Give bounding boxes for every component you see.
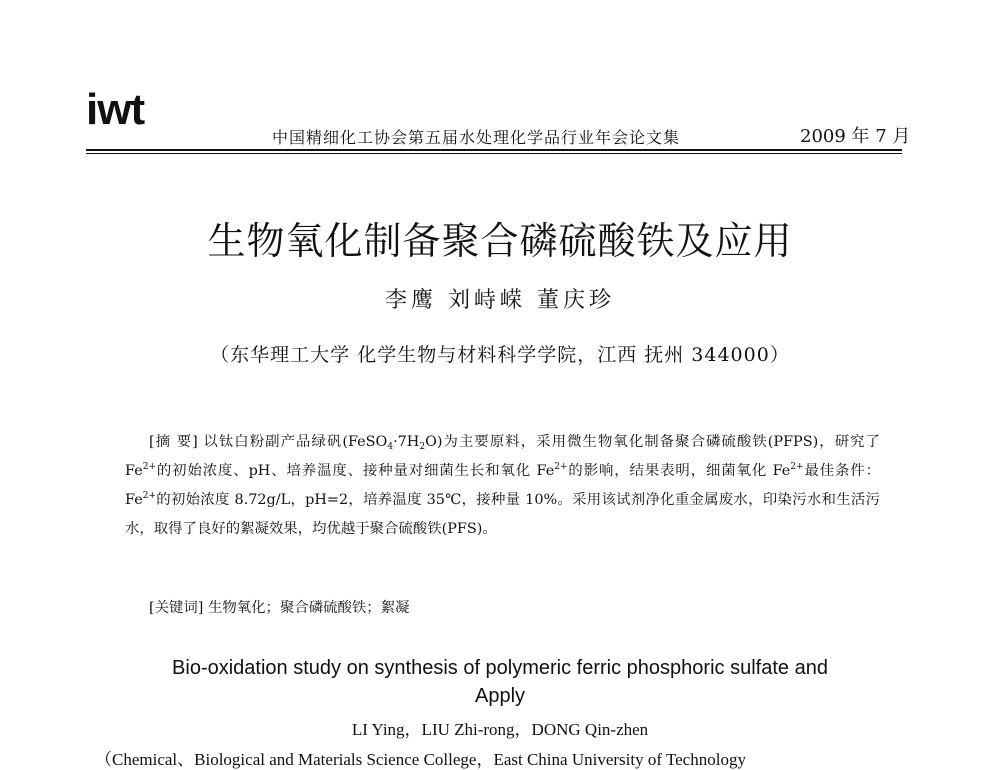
header-rule-thin: [86, 153, 902, 154]
english-affiliation: （Chemical、Biological and Materials Science College，East China University of Technology: [95, 750, 746, 769]
keywords: [149, 596, 409, 617]
header-rule-thick: [86, 149, 902, 151]
keywords-label: [关键词]: [149, 600, 204, 616]
keywords-text: 生物氧化；聚合磷硫酸铁；絮凝: [207, 600, 410, 616]
proceedings-title: 中国精细化工协会第五届水处理化学品行业年会论文集: [272, 128, 681, 147]
abstract: [摘 要] 以钛白粉副产品绿矾$(FeSO_4\cdot 7H_2O)$为主要原料，采用微生物氧化制备聚合磷硫酸铁(PFPS)，研究了 $Fe^{2+}$的初始浓度、pH、培养温度、接种量对细菌生长和氧化 $Fe^{2+}$的影响，结果表明，细菌氧化 $Fe^{2+}$最佳条件： $Fe^{2+}$的初始浓度 8.72g/L，pH=2，培养温度 35℃，接种量 10%。采用该试剂净化重金属废水，印染污水和生活污水，取得了良好的絮凝效果，均优越于聚合硫酸铁(PFS)。: [125, 434, 880, 537]
publication-date: 2009 年 7 月: [800, 126, 911, 147]
english-title: Bio-oxidation study on synthesis of polymeric ferric phosphoric sulfate and Apply: [172, 657, 828, 707]
iwt-logo: iwt: [86, 85, 145, 134]
affiliation: （东华理工大学 化学生物与材料科学学院，江西 抚州 344000）: [210, 344, 790, 366]
paper-title: 生物氧化制备聚合磷硫酸铁及应用: [207, 219, 793, 263]
english-authors: LI Ying，LIU Zhi-rong，DONG Qin-zhen: [351, 720, 649, 739]
abstract-label: [摘 要]: [149, 434, 198, 450]
authors: 李鹰 刘峙嵘 董庆珍: [385, 288, 615, 313]
